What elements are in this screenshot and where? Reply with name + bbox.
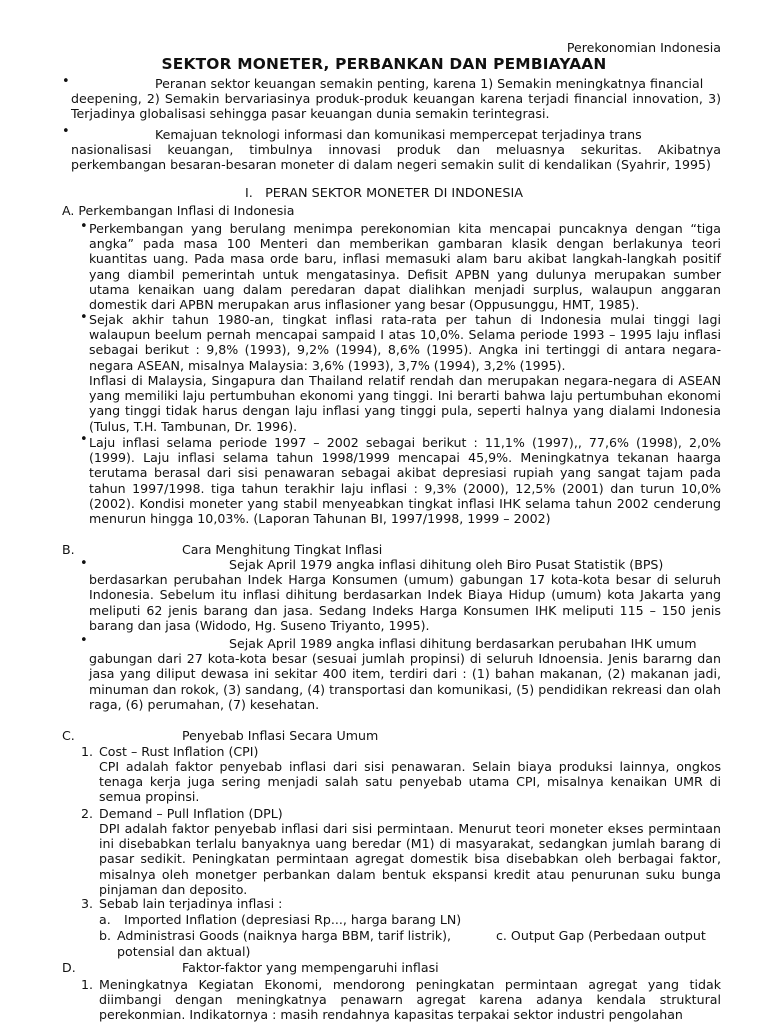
part-b-bullet-1-first-line: Sejak April 1979 angka inflasi dihitung oleh Biro Pusat Statistik (BPS): [229, 557, 664, 572]
part-c-item-2-heading: Demand – Pull Inflation (DPL): [99, 806, 283, 821]
part-c-item-1-body: CPI adalah faktor penyebab inflasi dari sisi penawaran. Selain biaya produksi lainnya, ongkos tenaga kerja juga sering menjadi salah satu penyebab utama CPI, misalnya kenaikan UMR di semua propinsi.: [99, 759, 721, 805]
part-a-bullet-1: Perkembangan yang berulang menimpa perekonomian kita mencapai puncaknya dengan “tiga angka” pada masa 100 Menteri dan memberikan gambaran klasik dengan berlakunya teori kuantitas uang. Pada masa orde baru, inflasi memasuki alam baru akibat langkah-langkah positif yang diambil pemerintah untuk mengatasinya. Defisit APBN yang dulunya merupakan sumber utama kenaikan uang dalam peredaran dapat dialihkan menjadi surplus, walaupun anggaran domestik dari APBN merupakan arus inflasioner yang besar (Oppusunggu, HMT, 1985).: [89, 221, 721, 313]
intro-2-rest: nasionalisasi keuangan, timbulnya innovasi produk dan meluasnya sekuritas. Akibatnya perkembangan besaran-besaran moneter di dalam negeri semakin sulit di kendalikan (Syahrir, 1995): [71, 142, 721, 173]
sub-letter: a.: [99, 912, 111, 927]
part-d-letter: D.: [62, 960, 76, 975]
part-b-bullet-2-first-line: Sejak April 1989 angka inflasi dihitung berdasarkan perubahan IHK umum: [229, 636, 697, 651]
intro-1-rest: deepening, 2) Semakin bervariasinya produk-produk keuangan karena terjadi financial innovation, 3) Terjadinya globalisasi sehingga pasar keuangan dunia semakin terintegrasi.: [71, 91, 721, 122]
part-c-item-2-body: DPI adalah faktor penyebab inflasi dari sisi permintaan. Menurut teori moneter ekses permintaan ini disebabkan terlalu banyaknya uang beredar (M1) di masyarakat, sedangkan jumlah barang di pasar sedikit. Peningkatan permintaan agregat domestik bisa disebabkan oleh berbagai faktor, misalnya oleh monetger perbankan dalam bentuk ekspansi kredit atau penurunan suku bunga pinjaman dan deposito.: [99, 821, 721, 897]
part-b-bullet-2: [89, 636, 721, 712]
part-d-item-1: Meningkatnya Kegiatan Ekonomi, mendorong peningkatan permintaan agregat yang tidak diimbangi dengan meningkatnya penawarn agregat karena adanya kendala struktural perekonmian. Indikatornya : masih rendahnya kapasitas terpakai sektor industri pengolahan: [99, 977, 721, 1023]
sub-letter: b.: [99, 928, 111, 943]
bullet-icon: •: [62, 74, 70, 89]
bullet-icon: •: [80, 633, 88, 648]
intro-paragraph-1: [71, 76, 721, 122]
bullet-icon: •: [80, 310, 88, 325]
sub-item-b-continuation: potensial dan aktual): [117, 944, 251, 959]
part-d-title: Faktor-faktor yang mempengaruhi inflasi: [182, 960, 439, 975]
bullet-icon: •: [80, 432, 88, 447]
bullet-icon: •: [80, 556, 88, 571]
list-number: 1.: [81, 977, 94, 992]
intro-1-first-line: Peranan sektor keuangan semakin penting, karena 1) Semakin meningkatnya financial: [155, 76, 704, 91]
section-heading: [0, 186, 768, 201]
part-b-letter: B.: [62, 542, 75, 557]
list-number: 1.: [81, 744, 94, 759]
part-a-bullet-3: Laju inflasi selama periode 1997 – 2002 sebagai berikut : 11,1% (1997),, 77,6% (1998), 2,0% (1999). Laju inflasi selama tahun 1998/1999 mencapai 45,9%. Meningkatnya tekanan haarga terutama berasal dari sisi penawaran sebagai akibat depresiasi rupiah yang sangat tajam pada tahun 1997/1998. tiga tahun terakhir laju inflasi : 9,3% (2000), 12,5% (2001) dan turun 10,0% (2002). Kondisi moneter yang stabil menyeabkan tingkat inflasi IHK selama tahun 2002 cenderung menurun hingga 10,03%. (Laporan Tahunan BI, 1997/1998, 1999 – 2002): [89, 435, 721, 527]
part-c-item-1-heading: Cost – Rust Inflation (CPI): [99, 744, 259, 759]
intro-2-first-line: Kemajuan teknologi informasi dan komunikasi mempercepat terjadinya trans: [155, 127, 642, 142]
part-b-bullet-1-rest: berdasarkan perubahan Indek Harga Konsumen (umum) gabungan 17 kota-kota besar di seluruh Indonesia. Sebelum itu inflasi dihitung berdasarkan Indek Biaya Hidup (umum) kota Jakarta yang meliputi 62 jenis barang dan jasa. Sedang Indeks Harga Konsumen IHK meliputi 115 – 150 jenis barang dan jasa (Widodo, Hg. Suseno Triyanto, 1995).: [89, 572, 721, 633]
sub-item-c: c. Output Gap (Perbedaan output: [496, 928, 706, 943]
part-c-item-3-heading: Sebab lain terjadinya inflasi :: [99, 896, 283, 911]
bullet-icon: •: [80, 219, 88, 234]
document-title: SEKTOR MONETER, PERBANKAN DAN PEMBIAYAAN: [161, 55, 607, 73]
part-b-bullet-2-rest: gabungan dari 27 kota-kota besar (sesuai jumlah propinsi) di seluruh Idnoensia. Jenis bararng dan jasa yang diliput dewasa ini sekitar 400 item, terdiri dari : (1) bahan makanan, (2) makanan jadi, minuman dan rokok, (3) sandang, (4) transportasi dan komunikasi, (5) pendidikan rekreasi dan olah raga, (6) perumahan, (7) kesehatan.: [89, 651, 721, 712]
sub-item-b: Administrasi Goods (naiknya harga BBM, tarif listrik),: [117, 928, 452, 943]
section-number: I.: [245, 186, 253, 201]
sub-item-a: Imported Inflation (depresiasi Rp..., harga barang LN): [124, 912, 462, 927]
part-a-bullet-2-continuation: Inflasi di Malaysia, Singapura dan Thailand relatif rendah dan merupakan negara-negara di ASEAN yang memiliki laju pertumbuhan ekonomi yang tinggi. Ini berarti bahwa laju pertumbuhan ekonomi yang tinggi tidak harus dengan laju inflasi yang tinggi pula, seperti halnya yang dialami Indonesia (Tulus, T.H. Tambunan, Dr. 1996).: [89, 373, 721, 434]
intro-paragraph-2: [71, 127, 721, 173]
page-header: Perekonomian Indonesia: [566, 40, 721, 55]
section-title: PERAN SEKTOR MONETER DI INDONESIA: [265, 186, 523, 201]
part-a-bullet-2: Sejak akhir tahun 1980-an, tingkat inflasi rata-rata per tahun di Indonesia mulai tinggi lagi walaupun beelum pernah mencapai sampaid I atas 10,0%. Selama periode 1993 – 1995 laju inflasi sebagai berikut : 9,8% (1993), 9,2% (1994), 8,6% (1995). Angka ini tertinggi di antara negara-negara ASEAN, misalnya Malaysia: 3,6% (1993), 3,7% (1994), 3,2% (1995).: [89, 312, 721, 373]
bullet-icon: •: [62, 124, 70, 139]
part-b-bullet-1: [89, 557, 721, 633]
part-a-heading: A. Perkembangan Inflasi di Indonesia: [62, 203, 295, 218]
part-c-letter: C.: [62, 728, 75, 743]
part-b-title: Cara Menghitung Tingkat Inflasi: [182, 542, 383, 557]
list-number: 2.: [81, 806, 94, 821]
part-c-title: Penyebab Inflasi Secara Umum: [182, 728, 379, 743]
list-number: 3.: [81, 896, 94, 911]
